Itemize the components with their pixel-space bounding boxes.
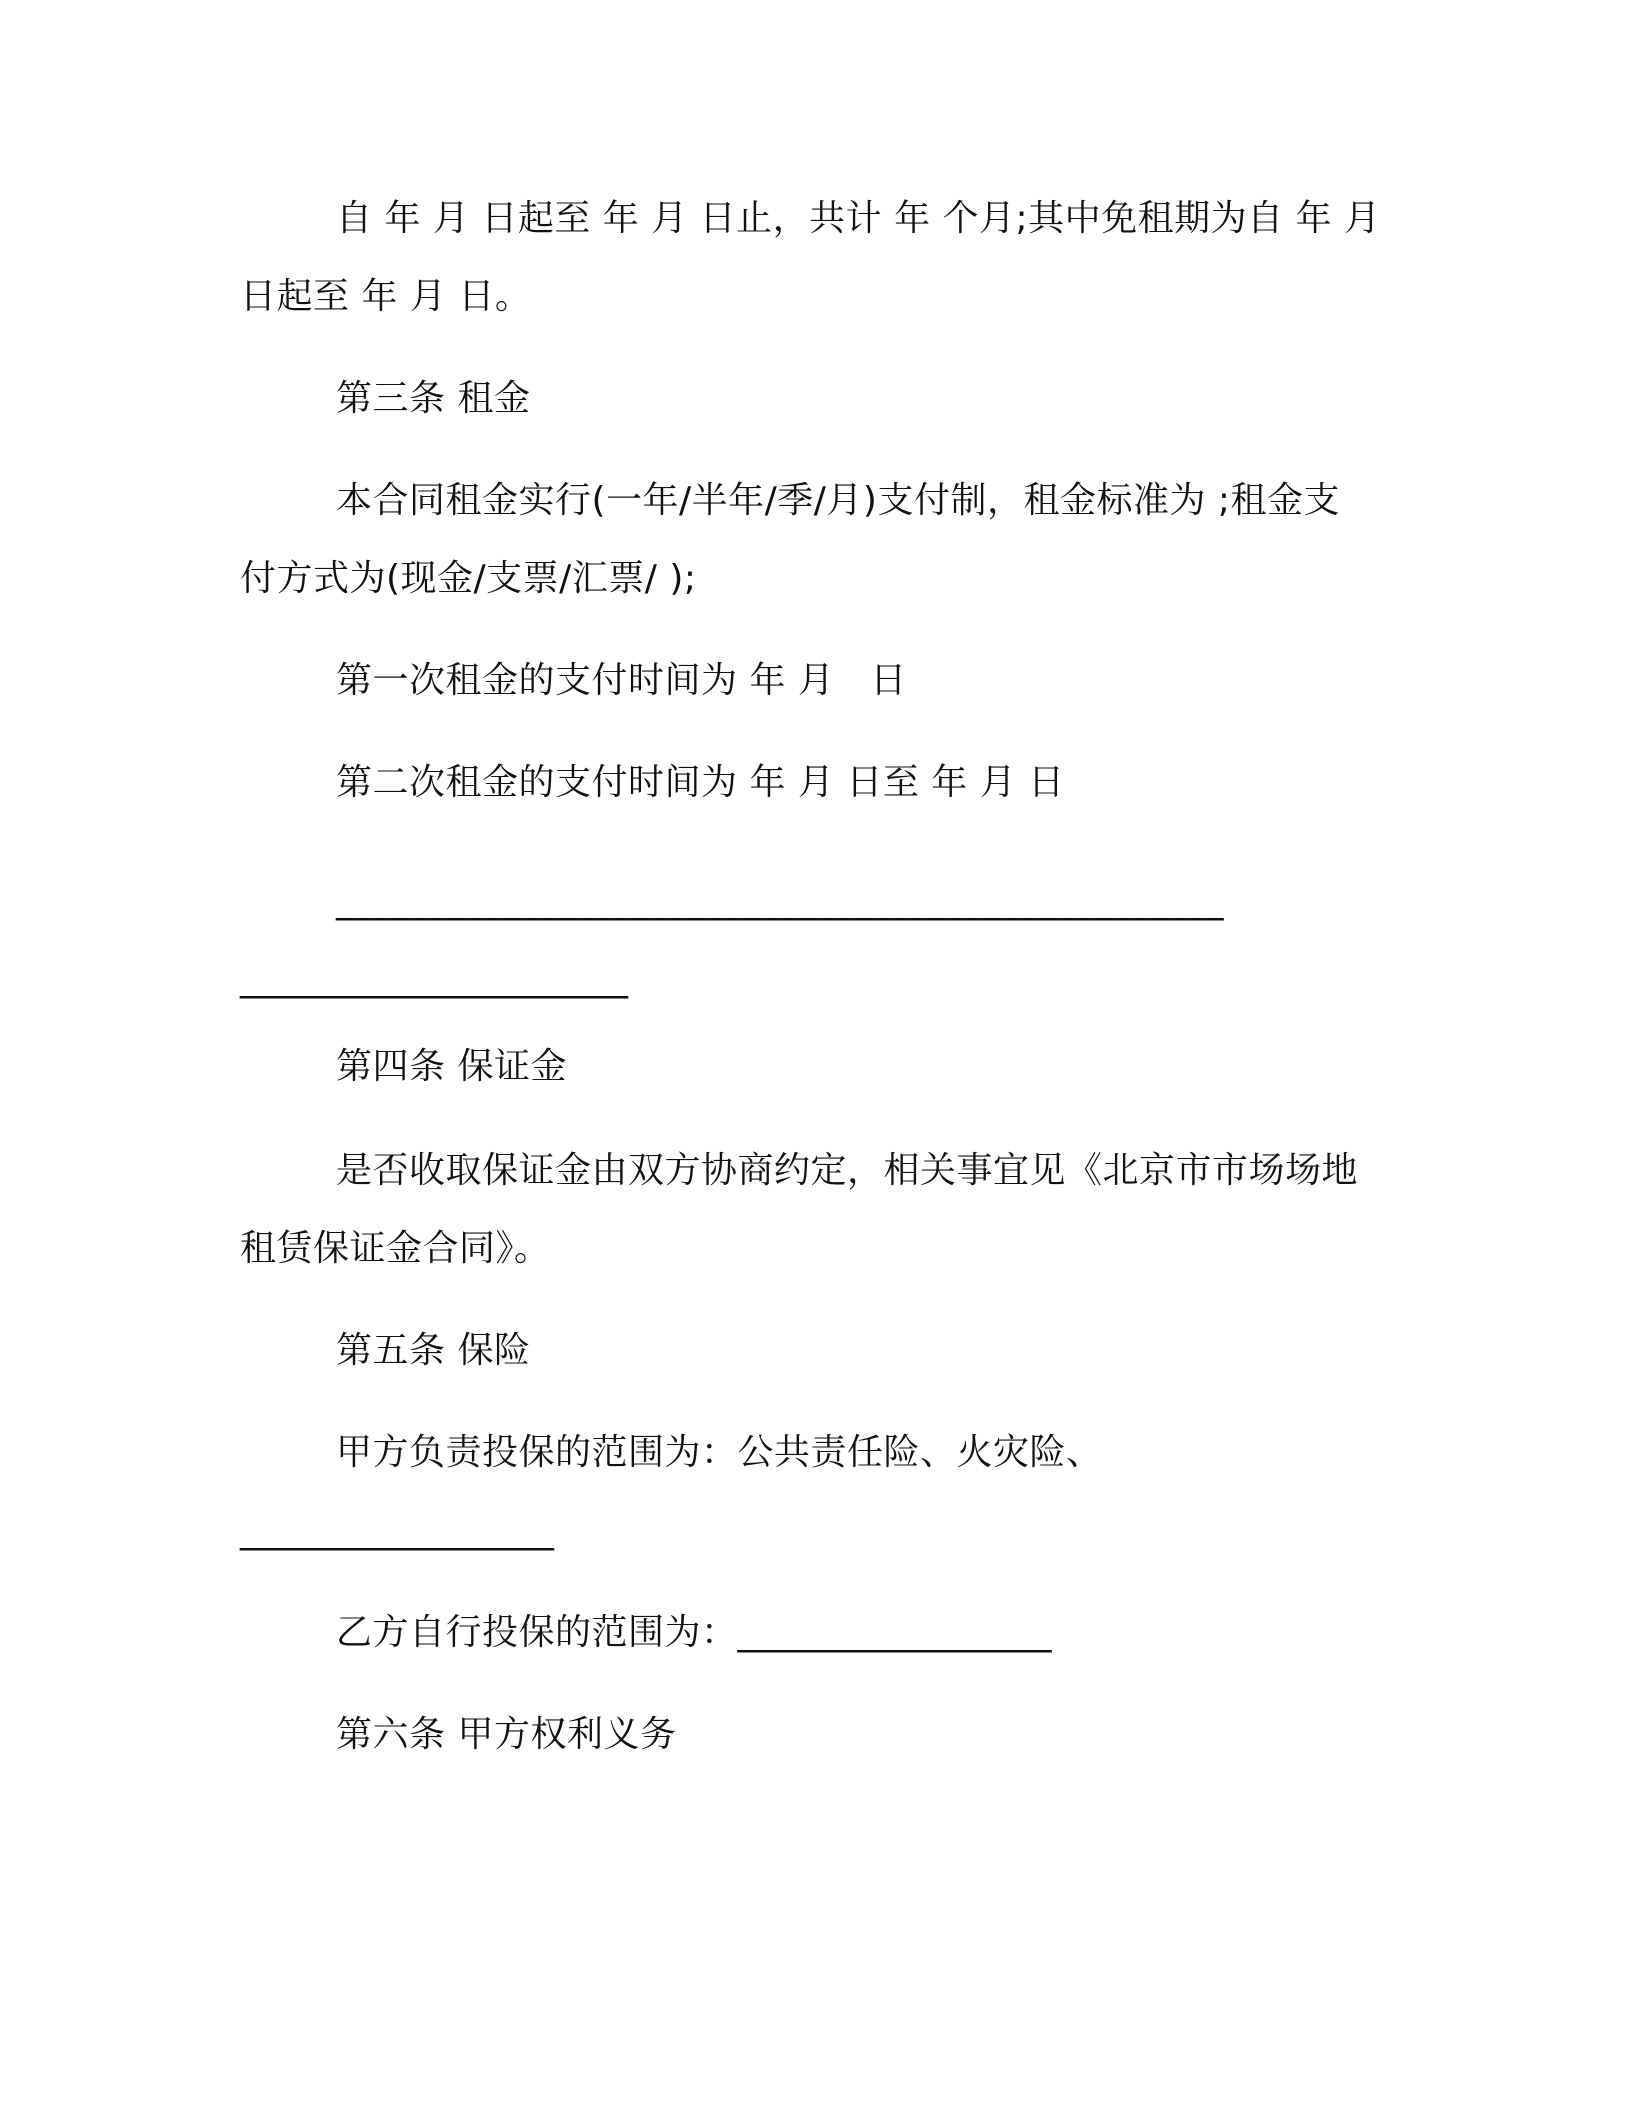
party-a-insurance-blank: _________________: [240, 1510, 555, 1551]
article-4-heading: 第四条 保证金: [336, 1046, 567, 1087]
article-3-heading: 第三条 租金: [336, 378, 531, 419]
second-payment-line: 第二次租金的支付时间为 年 月 日至 年 月 日: [336, 762, 1065, 803]
blank-fill-line: ________________________________________________: [336, 880, 1224, 921]
party-a-insurance-line: 甲方负责投保的范围为：公共责任险、火灾险、: [336, 1432, 1103, 1473]
deposit-line-continued: 租赁保证金合同》。: [240, 1228, 551, 1269]
article-6-heading: 第六条 甲方权利义务: [336, 1714, 677, 1755]
lease-term-line: 自 年 月 日起至 年 月 日止，共计 年 个月;其中免租期为自 年 月: [336, 198, 1381, 239]
lease-term-line-continued: 日起至 年 月 日。: [240, 276, 532, 317]
first-payment-line: 第一次租金的支付时间为 年 月 日: [336, 660, 907, 701]
rent-payment-line-continued: 付方式为(现金/支票/汇票/ );: [240, 558, 697, 599]
article-5-heading: 第五条 保险: [336, 1330, 531, 1371]
blank-fill-line-continued: _____________________: [240, 958, 629, 999]
deposit-line: 是否收取保证金由双方协商约定，相关事宜见《北京市市场场地: [336, 1150, 1359, 1191]
rent-payment-line: 本合同租金实行(一年/半年/季/月)支付制，租金标准为 ;租金支: [336, 480, 1341, 521]
party-b-insurance-line: 乙方自行投保的范围为：_________________: [336, 1612, 1053, 1653]
